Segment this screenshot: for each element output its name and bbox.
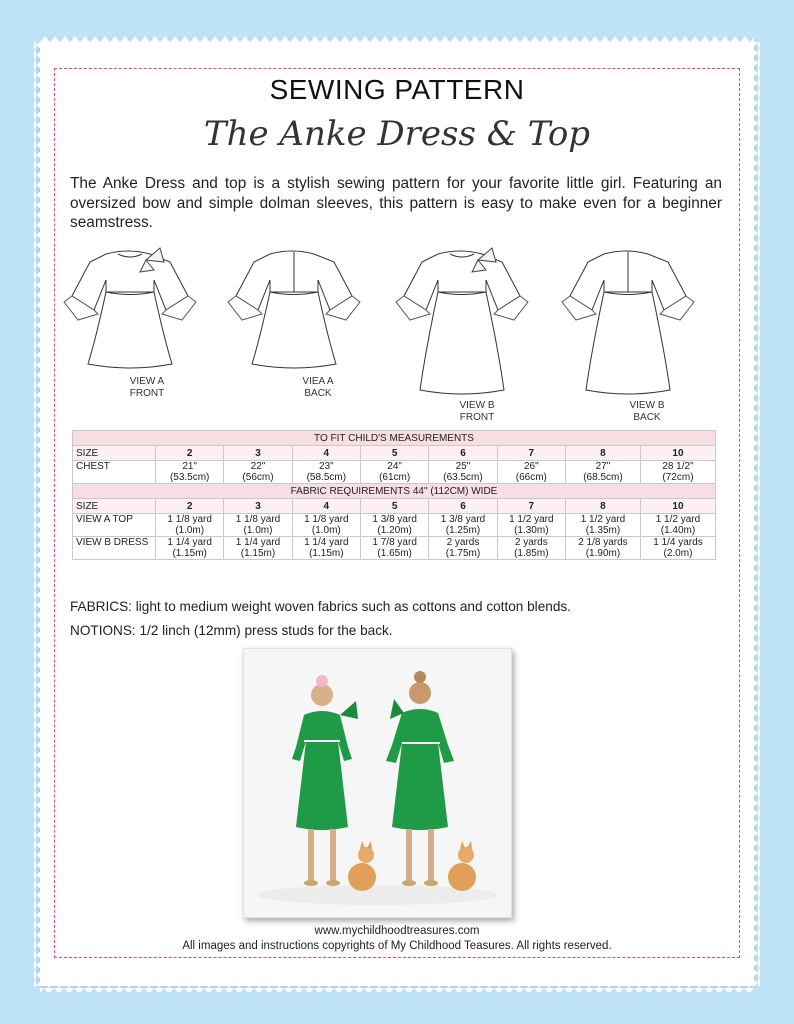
view-b-front-label: VIEW B FRONT (459, 400, 495, 423)
table-heading-row (73, 484, 716, 499)
size-cell: 4 (292, 446, 360, 461)
view-b-back-label: VIEW B BACK (629, 400, 665, 423)
size-cell: 10 (640, 499, 715, 514)
table-row: VIEW B DRESS 1 1/4 yard (1.15m) 1 1/4 yard (1.15m) 1 1/4 yard (1.15m) 1 7/8 yard (1.65m) 2 yards (1.75m) 2 yards (1.85m) 2 1/8 yards (1.90m) 1 1/4 yards (2.0m) (73, 537, 716, 560)
view-a-front-label: VIEW A FRONT (129, 376, 165, 399)
size-cell: 2 (156, 446, 224, 461)
chest-label: CHEST (73, 461, 156, 484)
size-cell: 8 (565, 446, 640, 461)
table-row (73, 499, 716, 514)
page-title: SEWING PATTERN (269, 74, 525, 105)
size-label: SIZE (73, 446, 156, 461)
girls-in-green-dresses-photo (244, 649, 511, 917)
size-cell: 2 (156, 499, 224, 514)
table-heading-row (73, 431, 716, 446)
website-url: www.mychildhoodtreasures.com (314, 925, 480, 937)
fabric-heading: FABRIC REQUIREMENTS 44" (112CM) WIDE (73, 484, 716, 499)
view-a-back-label: VIEA A BACK (302, 376, 334, 399)
view-b-dress-label: VIEW B DRESS (73, 537, 156, 560)
size-cell: 5 (360, 499, 428, 514)
size-cell: 3 (224, 499, 292, 514)
notions-text: NOTIONS: 1/2 linch (12mm) press studs for the back. (70, 623, 393, 638)
product-photo (243, 648, 512, 918)
fabrics-text: FABRICS: light to medium weight woven fabrics such as cottons and cotton blends. (70, 599, 571, 614)
size-cell: 7 (497, 499, 565, 514)
dress-sketch-view-a-back-icon (228, 251, 360, 368)
view-a-top-label: VIEW A TOP (73, 514, 156, 537)
table-row: VIEW A TOP 1 1/8 yard (1.0m) 1 1/8 yard (1.0m) 1 1/8 yard (1.0m) 1 3/8 yard (1.20m) 1 3/8 yard (1.25m) 1 1/2 yard (1.30m) 1 1/2 yard (1.35m) 1 1/2 yard (1.40m) (73, 514, 716, 537)
size-chart-table (72, 430, 716, 560)
size-cell: 10 (640, 446, 715, 461)
dress-sketch-view-b-front-icon (396, 248, 528, 394)
size-cell: 3 (224, 446, 292, 461)
copyright-notice: All images and instructions copyrights of My Childhood Teasures. All rights reserved. (182, 940, 612, 952)
dress-sketch-view-a-front-icon (64, 248, 196, 368)
size-cell: 5 (360, 446, 428, 461)
size-cell: 6 (429, 446, 497, 461)
measurements-heading: TO FIT CHILD'S MEASUREMENTS (73, 431, 716, 446)
size-cell: 6 (429, 499, 497, 514)
dress-sketch-view-b-back-icon (562, 251, 694, 394)
size-cell: 7 (497, 446, 565, 461)
size-cell: 4 (292, 499, 360, 514)
table-row: CHEST 21" (53.5cm) 22" (56cm) 23" (58.5cm) 24" (61cm) 25" (63.5cm) 26" (66cm) 27" (68.5cm) 28 1/2" (72cm) (73, 461, 716, 484)
pattern-name: The Anke Dress & Top (203, 114, 591, 154)
intro-paragraph: The Anke Dress and top is a stylish sewing pattern for your favorite little girl. Featuring an oversized bow and simple dolman sleeves, this pattern is easy to make even for a beginner seamstress. (70, 175, 722, 231)
size-label: SIZE (73, 499, 156, 514)
table-row (73, 446, 716, 461)
size-cell: 8 (565, 499, 640, 514)
